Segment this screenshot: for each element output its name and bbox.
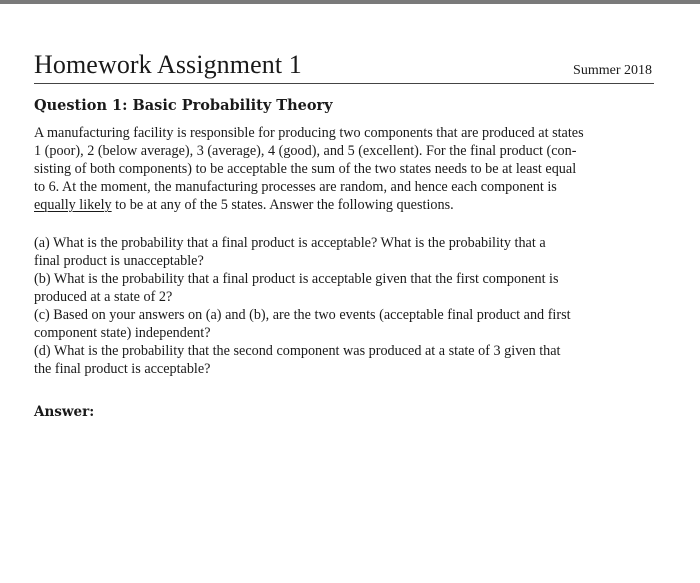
intro-line-rest: to be at any of the 5 states. Answer the following questions.: [111, 197, 454, 213]
document-header: [34, 50, 654, 86]
part-c-line: (c) Based on your answers on (a) and (b), are the two events (acceptable final product and first: [34, 307, 571, 323]
part-b-line: produced at a state of 2?: [34, 289, 173, 305]
intro-line: to 6. At the moment, the manufacturing processes are random, and hence each component is: [34, 179, 557, 195]
question-intro: [34, 124, 634, 214]
intro-line: [34, 196, 634, 214]
part-d-line: the final product is acceptable?: [34, 361, 211, 377]
highlighted-phrase: equally likely: [34, 197, 112, 213]
question-parts: [34, 234, 634, 378]
part-d-line: (d) What is the probability that the second component was produced at a state of 3 given that: [34, 343, 561, 359]
part-c-line: component state) independent?: [34, 325, 211, 341]
part-b-line: (b) What is the probability that a final product is acceptable given that the first component is: [34, 271, 559, 287]
part-a-line: (a) What is the probability that a final product is acceptable? What is the probability that a: [34, 235, 546, 251]
top-border: [0, 0, 700, 4]
document-title: Homework Assignment 1: [34, 50, 302, 79]
answer-label: Answer:: [34, 404, 95, 420]
question-section: [34, 96, 634, 421]
intro-line: 1 (poor), 2 (below average), 3 (average), 4 (good), and 5 (excellent). For the final product (con-: [34, 143, 577, 159]
intro-line: A manufacturing facility is responsible for producing two components that are produced at states: [34, 125, 584, 141]
part-a-line: final product is unacceptable?: [34, 253, 204, 269]
intro-line: sisting of both components) to be acceptable the sum of the two states needs to be at least equal: [34, 161, 577, 177]
question-heading: Question 1: Basic Probability Theory: [34, 97, 333, 114]
document-date: Summer 2018: [573, 63, 652, 78]
header-divider: [34, 83, 654, 84]
